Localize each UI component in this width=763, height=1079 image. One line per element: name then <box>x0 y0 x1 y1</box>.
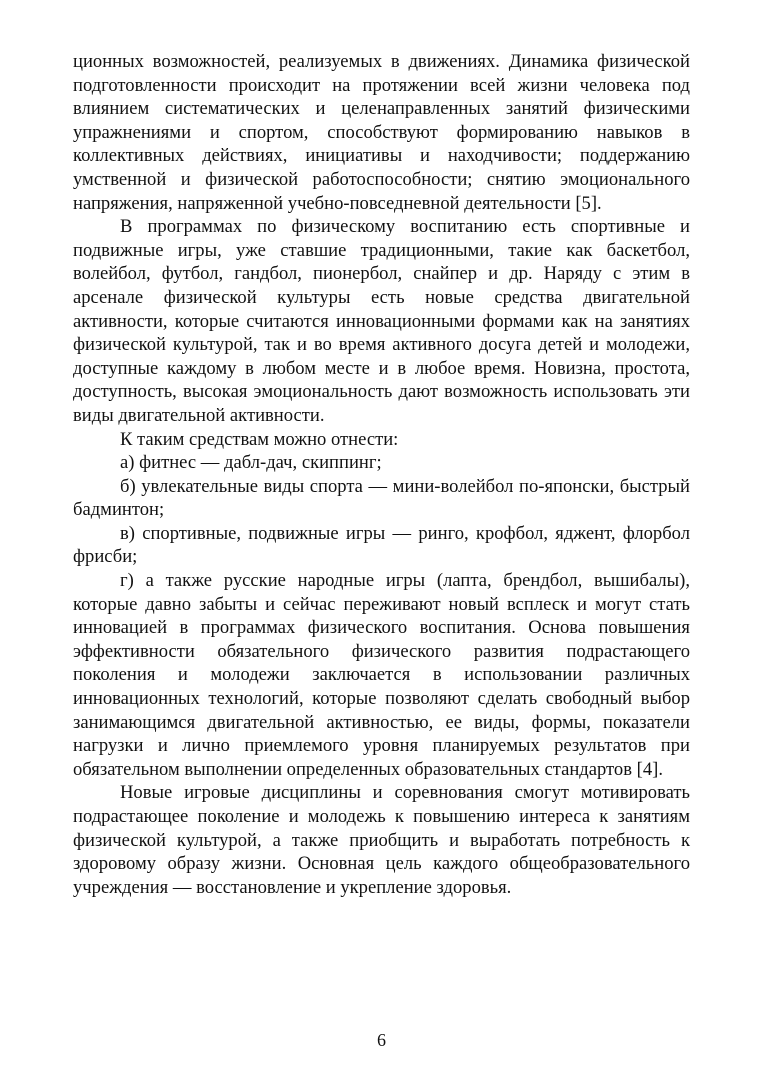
paragraph-means-intro: К таким средствам можно отнести: <box>120 428 399 450</box>
list-item-b: б) увлекательные виды спорта — мини-волейбол по-японски, быстрый бадминтон; <box>73 475 690 521</box>
paragraph-continuation: ционных возможностей, реализуемых в движениях. Динамика физической подготовленности происходит на протяжении всей жизни человека под влиянием систематических и целенаправленных занятий физическими упражнениями и спортом, способствуют формированию навыков в коллективных действиях, инициативы и находчивости; поддержанию умственной и физической работоспособности; снятию эмоционального напряжения, напряженной учебно-повседневной деятельности [5]. <box>73 51 690 214</box>
paragraph-conclusion: Новые игровые дисциплины и соревнования смогут мотивировать подрастающее поколение и молодежь к повышению интереса к занятиям физической культурой, а также приобщить и выработать потребность к здоровому образу жизни. Основная цель каждого общеобразовательного учреждения — восстановление и укрепление здоровья. <box>73 782 690 898</box>
list-item-c: в) спортивные, подвижные игры — ринго, крофбол, яджент, флорбол фрисби; <box>73 522 690 568</box>
page-body <box>73 50 690 899</box>
paragraph-programs: В программах по физическому воспитанию есть спортивные и подвижные игры, уже ставшие традиционными, такие как баскетбол, волейбол, футбол, гандбол, пионербол, снайпер и др. Наряду с этим в арсенале физической культуры есть новые средства двигательной активности, которые считаются инновационными формами как на занятиях физической культурой, так и во время активного досуга детей и молодежи, доступные каждому в любом месте и в любое время. Новизна, простота, доступность, высокая эмоциональность дают возможность использовать эти виды двигательной активности. <box>73 216 690 426</box>
list-item-d: г) а также русские народные игры (лапта, брендбол, вышибалы), которые давно забыты и сейчас переживают новый всплеск и могут стать инновацией в программах физического воспитания. Основа повышения эффективности обязательного физического развития подрастающего поколения и молодежи заключается в использовании различных инновационных технологий, которые позволяют сделать свободный выбор занимающимся двигательной активностью, ее виды, формы, показатели нагрузки и лично приемлемого уровня планируемых результатов при обязательном выполнении определенных образовательных стандартов [4]. <box>73 570 690 780</box>
list-item-a: а) фитнес — дабл-дач, скиппинг; <box>120 452 382 474</box>
page-number: 6 <box>377 1030 386 1050</box>
